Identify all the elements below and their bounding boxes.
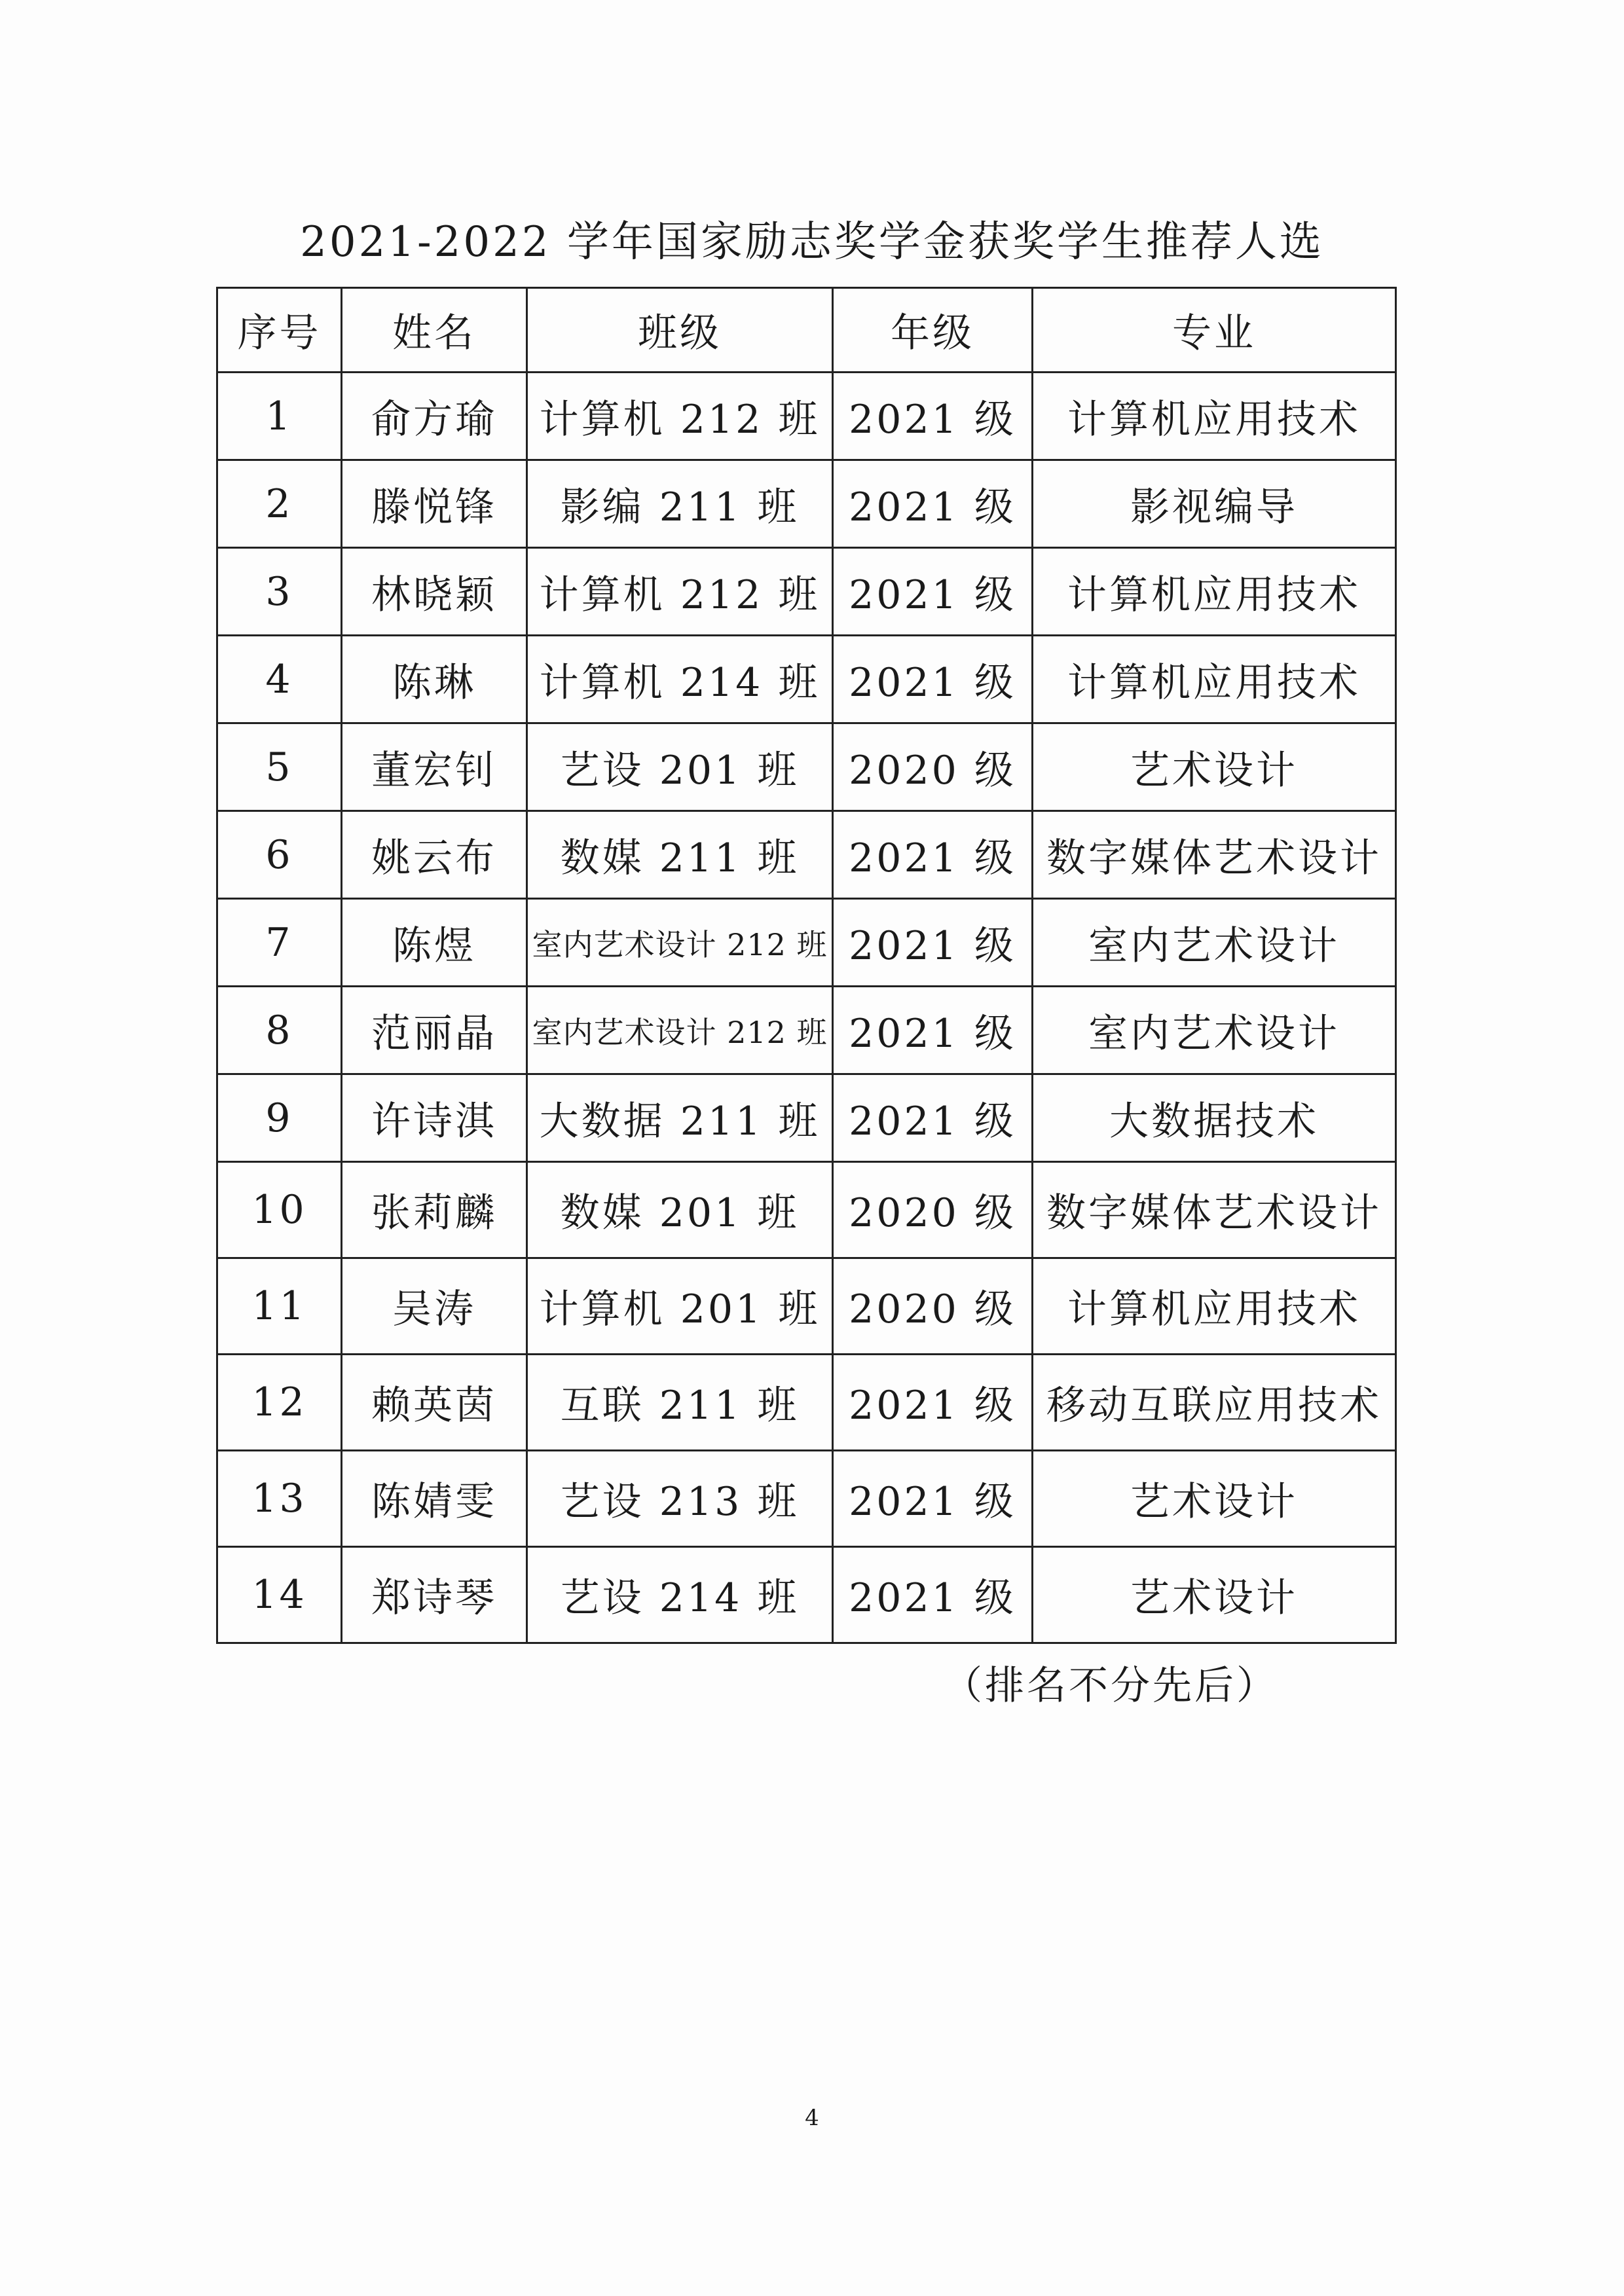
table-row	[217, 1355, 1396, 1451]
cell-grade: 2021 级	[833, 460, 1033, 548]
cell-major: 室内艺术设计	[1033, 987, 1396, 1074]
table-row	[217, 1074, 1396, 1162]
cell-no: 14	[217, 1547, 342, 1643]
cell-name: 赖英茵	[342, 1355, 527, 1451]
cell-name: 俞方瑜	[342, 373, 527, 460]
cell-name: 滕悦锋	[342, 460, 527, 548]
cell-name: 吴涛	[342, 1258, 527, 1355]
cell-grade: 2021 级	[833, 987, 1033, 1074]
cell-major: 大数据技术	[1033, 1074, 1396, 1162]
cell-major: 移动互联应用技术	[1033, 1355, 1396, 1451]
header-cell-major: 专业	[1033, 288, 1396, 373]
cell-class: 大数据 211 班	[527, 1074, 833, 1162]
cell-major: 影视编导	[1033, 460, 1396, 548]
cell-major: 艺术设计	[1033, 723, 1396, 811]
cell-major: 艺术设计	[1033, 1451, 1396, 1547]
table-row	[217, 1547, 1396, 1643]
cell-name: 陈婧雯	[342, 1451, 527, 1547]
cell-name: 林晓颖	[342, 548, 527, 636]
cell-no: 1	[217, 373, 342, 460]
table-row	[217, 1258, 1396, 1355]
cell-no: 5	[217, 723, 342, 811]
document-title: 2021-2022 学年国家励志奖学金获奖学生推荐人选	[300, 218, 1324, 266]
cell-no: 6	[217, 811, 342, 899]
table-row	[217, 460, 1396, 548]
cell-class: 数媒 201 班	[527, 1162, 833, 1258]
cell-no: 8	[217, 987, 342, 1074]
cell-name: 郑诗琴	[342, 1547, 527, 1643]
cell-class: 艺设 201 班	[527, 723, 833, 811]
cell-grade: 2020 级	[833, 1162, 1033, 1258]
cell-class: 艺设 214 班	[527, 1547, 833, 1643]
cell-no: 12	[217, 1355, 342, 1451]
cell-grade: 2021 级	[833, 899, 1033, 987]
cell-name: 陈琳	[342, 636, 527, 723]
table-header-row	[217, 288, 1396, 373]
cell-no: 2	[217, 460, 342, 548]
cell-grade: 2021 级	[833, 548, 1033, 636]
cell-no: 13	[217, 1451, 342, 1547]
cell-class: 互联 211 班	[527, 1355, 833, 1451]
cell-grade: 2021 级	[833, 1355, 1033, 1451]
cell-no: 7	[217, 899, 342, 987]
cell-major: 计算机应用技术	[1033, 548, 1396, 636]
cell-class: 计算机 214 班	[527, 636, 833, 723]
cell-major: 数字媒体艺术设计	[1033, 811, 1396, 899]
table-row	[217, 636, 1396, 723]
cell-major: 数字媒体艺术设计	[1033, 1162, 1396, 1258]
cell-no: 9	[217, 1074, 342, 1162]
table-row	[217, 987, 1396, 1074]
cell-class: 计算机 212 班	[527, 373, 833, 460]
cell-major: 艺术设计	[1033, 1547, 1396, 1643]
table-row	[217, 811, 1396, 899]
cell-grade: 2021 级	[833, 1074, 1033, 1162]
ranking-note: （排名不分先后）	[943, 1663, 1278, 1709]
table-row	[217, 548, 1396, 636]
cell-major: 计算机应用技术	[1033, 1258, 1396, 1355]
header-cell-class: 班级	[527, 288, 833, 373]
header-cell-name: 姓名	[342, 288, 527, 373]
page-number: 4	[805, 2105, 819, 2131]
cell-name: 董宏钊	[342, 723, 527, 811]
cell-name: 姚云布	[342, 811, 527, 899]
cell-name: 范丽晶	[342, 987, 527, 1074]
table-row	[217, 899, 1396, 987]
cell-grade: 2021 级	[833, 1451, 1033, 1547]
table-row	[217, 1451, 1396, 1547]
cell-grade: 2020 级	[833, 1258, 1033, 1355]
cell-grade: 2021 级	[833, 1547, 1033, 1643]
recommended-students-table	[216, 287, 1397, 1644]
cell-no: 4	[217, 636, 342, 723]
cell-class: 计算机 201 班	[527, 1258, 833, 1355]
cell-no: 11	[217, 1258, 342, 1355]
cell-class: 室内艺术设计 212 班	[527, 899, 833, 987]
cell-grade: 2021 级	[833, 373, 1033, 460]
cell-name: 陈煜	[342, 899, 527, 987]
cell-name: 许诗淇	[342, 1074, 527, 1162]
cell-name: 张莉麟	[342, 1162, 527, 1258]
cell-no: 3	[217, 548, 342, 636]
cell-class: 影编 211 班	[527, 460, 833, 548]
header-cell-grade: 年级	[833, 288, 1033, 373]
cell-class: 室内艺术设计 212 班	[527, 987, 833, 1074]
cell-grade: 2021 级	[833, 811, 1033, 899]
cell-class: 计算机 212 班	[527, 548, 833, 636]
cell-major: 计算机应用技术	[1033, 636, 1396, 723]
table-row	[217, 723, 1396, 811]
cell-major: 计算机应用技术	[1033, 373, 1396, 460]
table-row	[217, 373, 1396, 460]
cell-class: 数媒 211 班	[527, 811, 833, 899]
table-row	[217, 1162, 1396, 1258]
header-cell-no: 序号	[217, 288, 342, 373]
cell-grade: 2021 级	[833, 636, 1033, 723]
cell-grade: 2020 级	[833, 723, 1033, 811]
cell-class: 艺设 213 班	[527, 1451, 833, 1547]
cell-no: 10	[217, 1162, 342, 1258]
cell-major: 室内艺术设计	[1033, 899, 1396, 987]
